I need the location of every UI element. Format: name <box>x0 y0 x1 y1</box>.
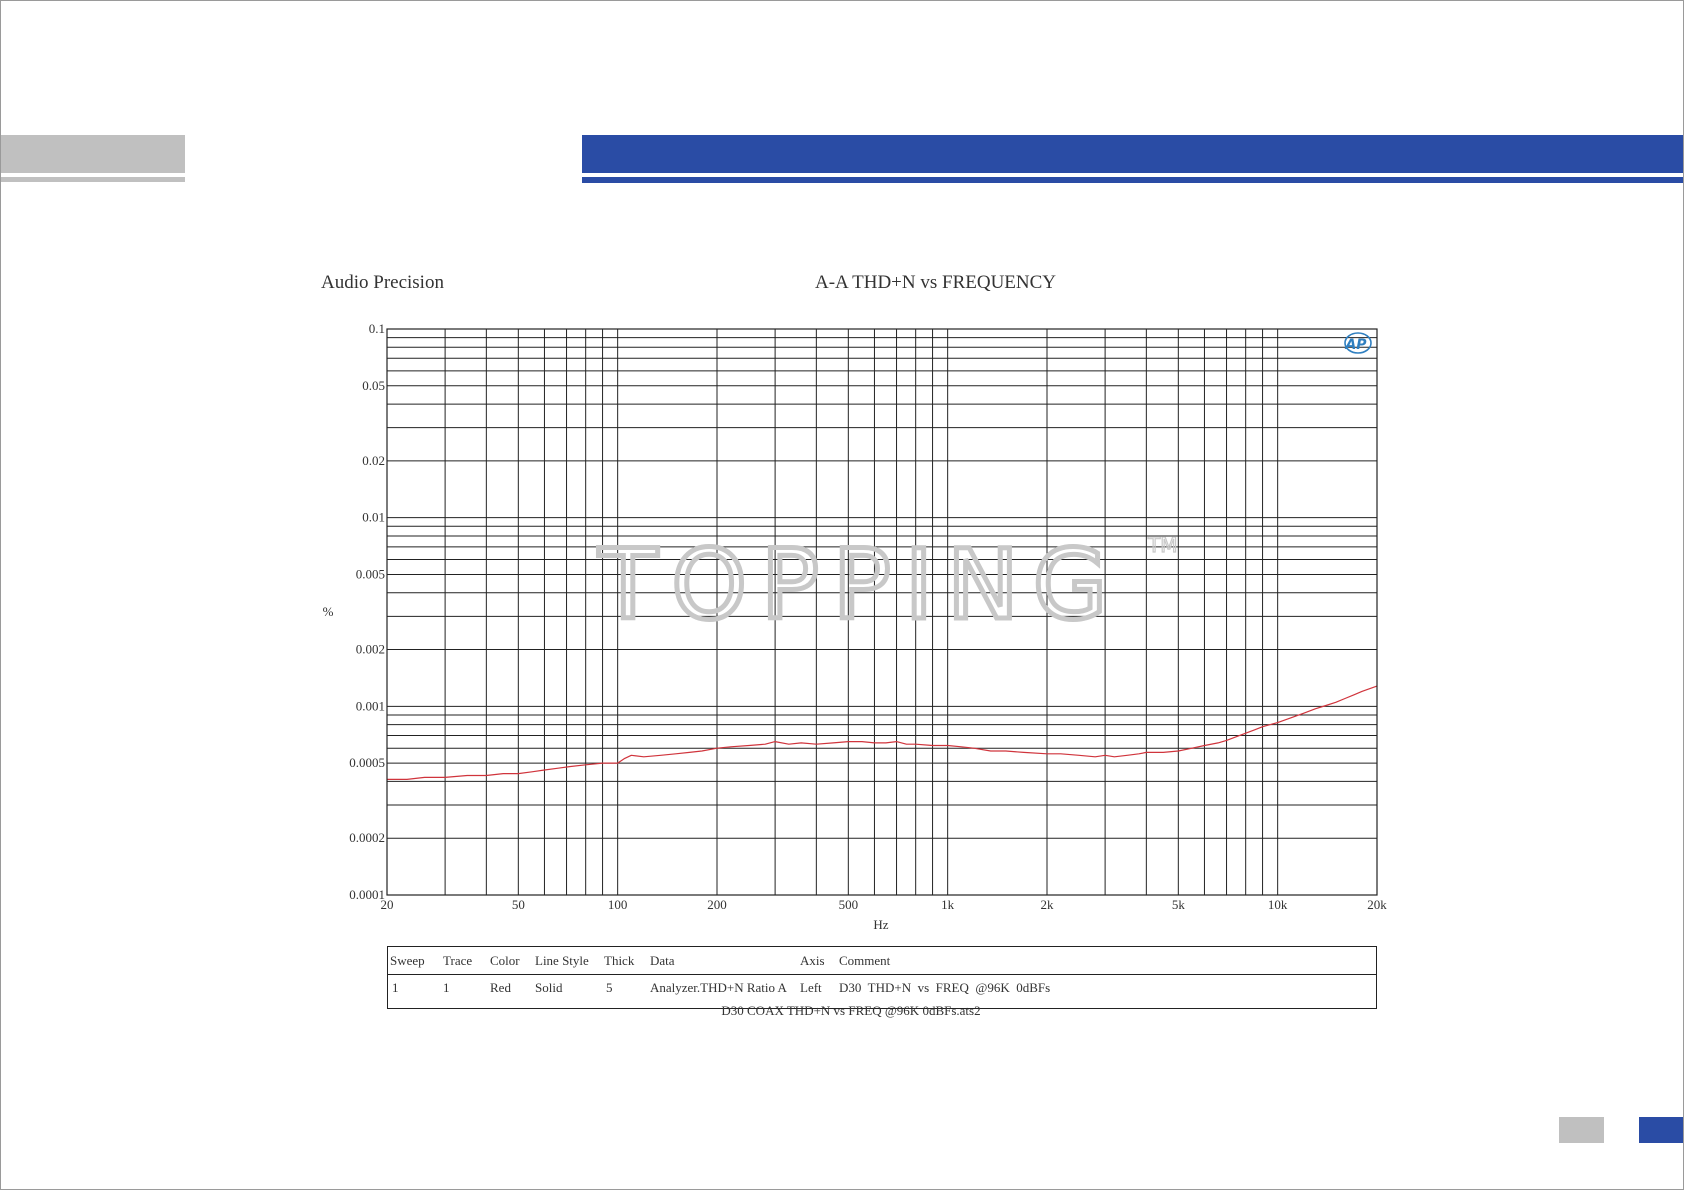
brand-label: Audio Precision <box>321 272 444 293</box>
legend-cell-trace: 1 <box>443 980 450 995</box>
x-tick-label: 500 <box>838 897 859 912</box>
legend-header-comment: Comment <box>839 953 891 968</box>
y-tick-label: 0.1 <box>368 321 385 336</box>
series-line-1 <box>387 686 1377 779</box>
y-tick-label: 0.01 <box>362 509 385 525</box>
legend-header-axis: Axis <box>800 953 825 968</box>
ap-logo-icon <box>1344 333 1371 353</box>
legend-cell-comment: D30 THD+N vs FREQ @96K 0dBFs <box>839 980 1051 995</box>
source-file-name: D30 COAX THD+N vs FREQ @96K 0dBFs.ats2 <box>721 1003 981 1018</box>
y-tick-label: 0.05 <box>362 377 385 393</box>
y-tick-label: 0.0001 <box>349 887 385 902</box>
x-tick-labels <box>381 897 1388 912</box>
topping-watermark <box>598 529 1178 641</box>
legend-cell-thick: 5 <box>606 980 613 995</box>
y-tick-label: 0.0002 <box>349 830 385 846</box>
y-tick-label: 0.001 <box>355 698 385 714</box>
x-tick-label: 2k <box>1040 897 1054 912</box>
watermark-trademark: TM <box>1148 533 1178 557</box>
y-tick-label: 0.005 <box>355 566 385 582</box>
legend-header-data: Data <box>650 953 675 968</box>
legend-cell-axis: Left <box>800 980 822 995</box>
x-tick-label: 100 <box>607 897 628 912</box>
y-tick-label: 0.002 <box>355 641 385 657</box>
y-axis-label: % <box>322 604 334 619</box>
y-tick-label: 0.02 <box>362 452 385 468</box>
x-tick-label: 1k <box>941 897 955 912</box>
chart-series-layer <box>387 686 1377 779</box>
x-axis-label: Hz <box>873 917 889 932</box>
x-tick-label: 5k <box>1171 897 1185 912</box>
footer-blue-tab <box>1639 1117 1683 1143</box>
x-tick-label: 20 <box>380 897 394 912</box>
legend-header-color: Color <box>490 953 520 968</box>
legend-header-trace: Trace <box>443 953 473 968</box>
x-tick-label: 10k <box>1267 897 1288 912</box>
legend-cell-sweep: 1 <box>392 980 399 995</box>
legend-separator <box>388 974 1376 975</box>
x-tick-label: 50 <box>511 897 525 912</box>
x-tick-label: 20k <box>1367 897 1387 912</box>
legend-header-thick: Thick <box>604 953 635 968</box>
legend-header-linestyle: Line Style <box>535 953 589 968</box>
x-tick-label: 200 <box>707 897 727 912</box>
legend-cell-color: Red <box>490 980 511 995</box>
legend-cell-linestyle: Solid <box>535 980 563 995</box>
watermark-text: TOPPING <box>598 529 1122 641</box>
ap-logo-text: AP <box>1345 337 1367 353</box>
legend-cell-data: Analyzer.THD+N Ratio A <box>650 980 787 995</box>
y-tick-label: 0.0005 <box>349 755 385 771</box>
chart-title: A-A THD+N vs FREQUENCY <box>815 272 1057 293</box>
legend-header-sweep: Sweep <box>390 953 425 968</box>
trace-legend-table <box>387 946 1377 1009</box>
footer-gray-tab <box>1559 1117 1604 1143</box>
y-tick-labels <box>349 321 385 902</box>
